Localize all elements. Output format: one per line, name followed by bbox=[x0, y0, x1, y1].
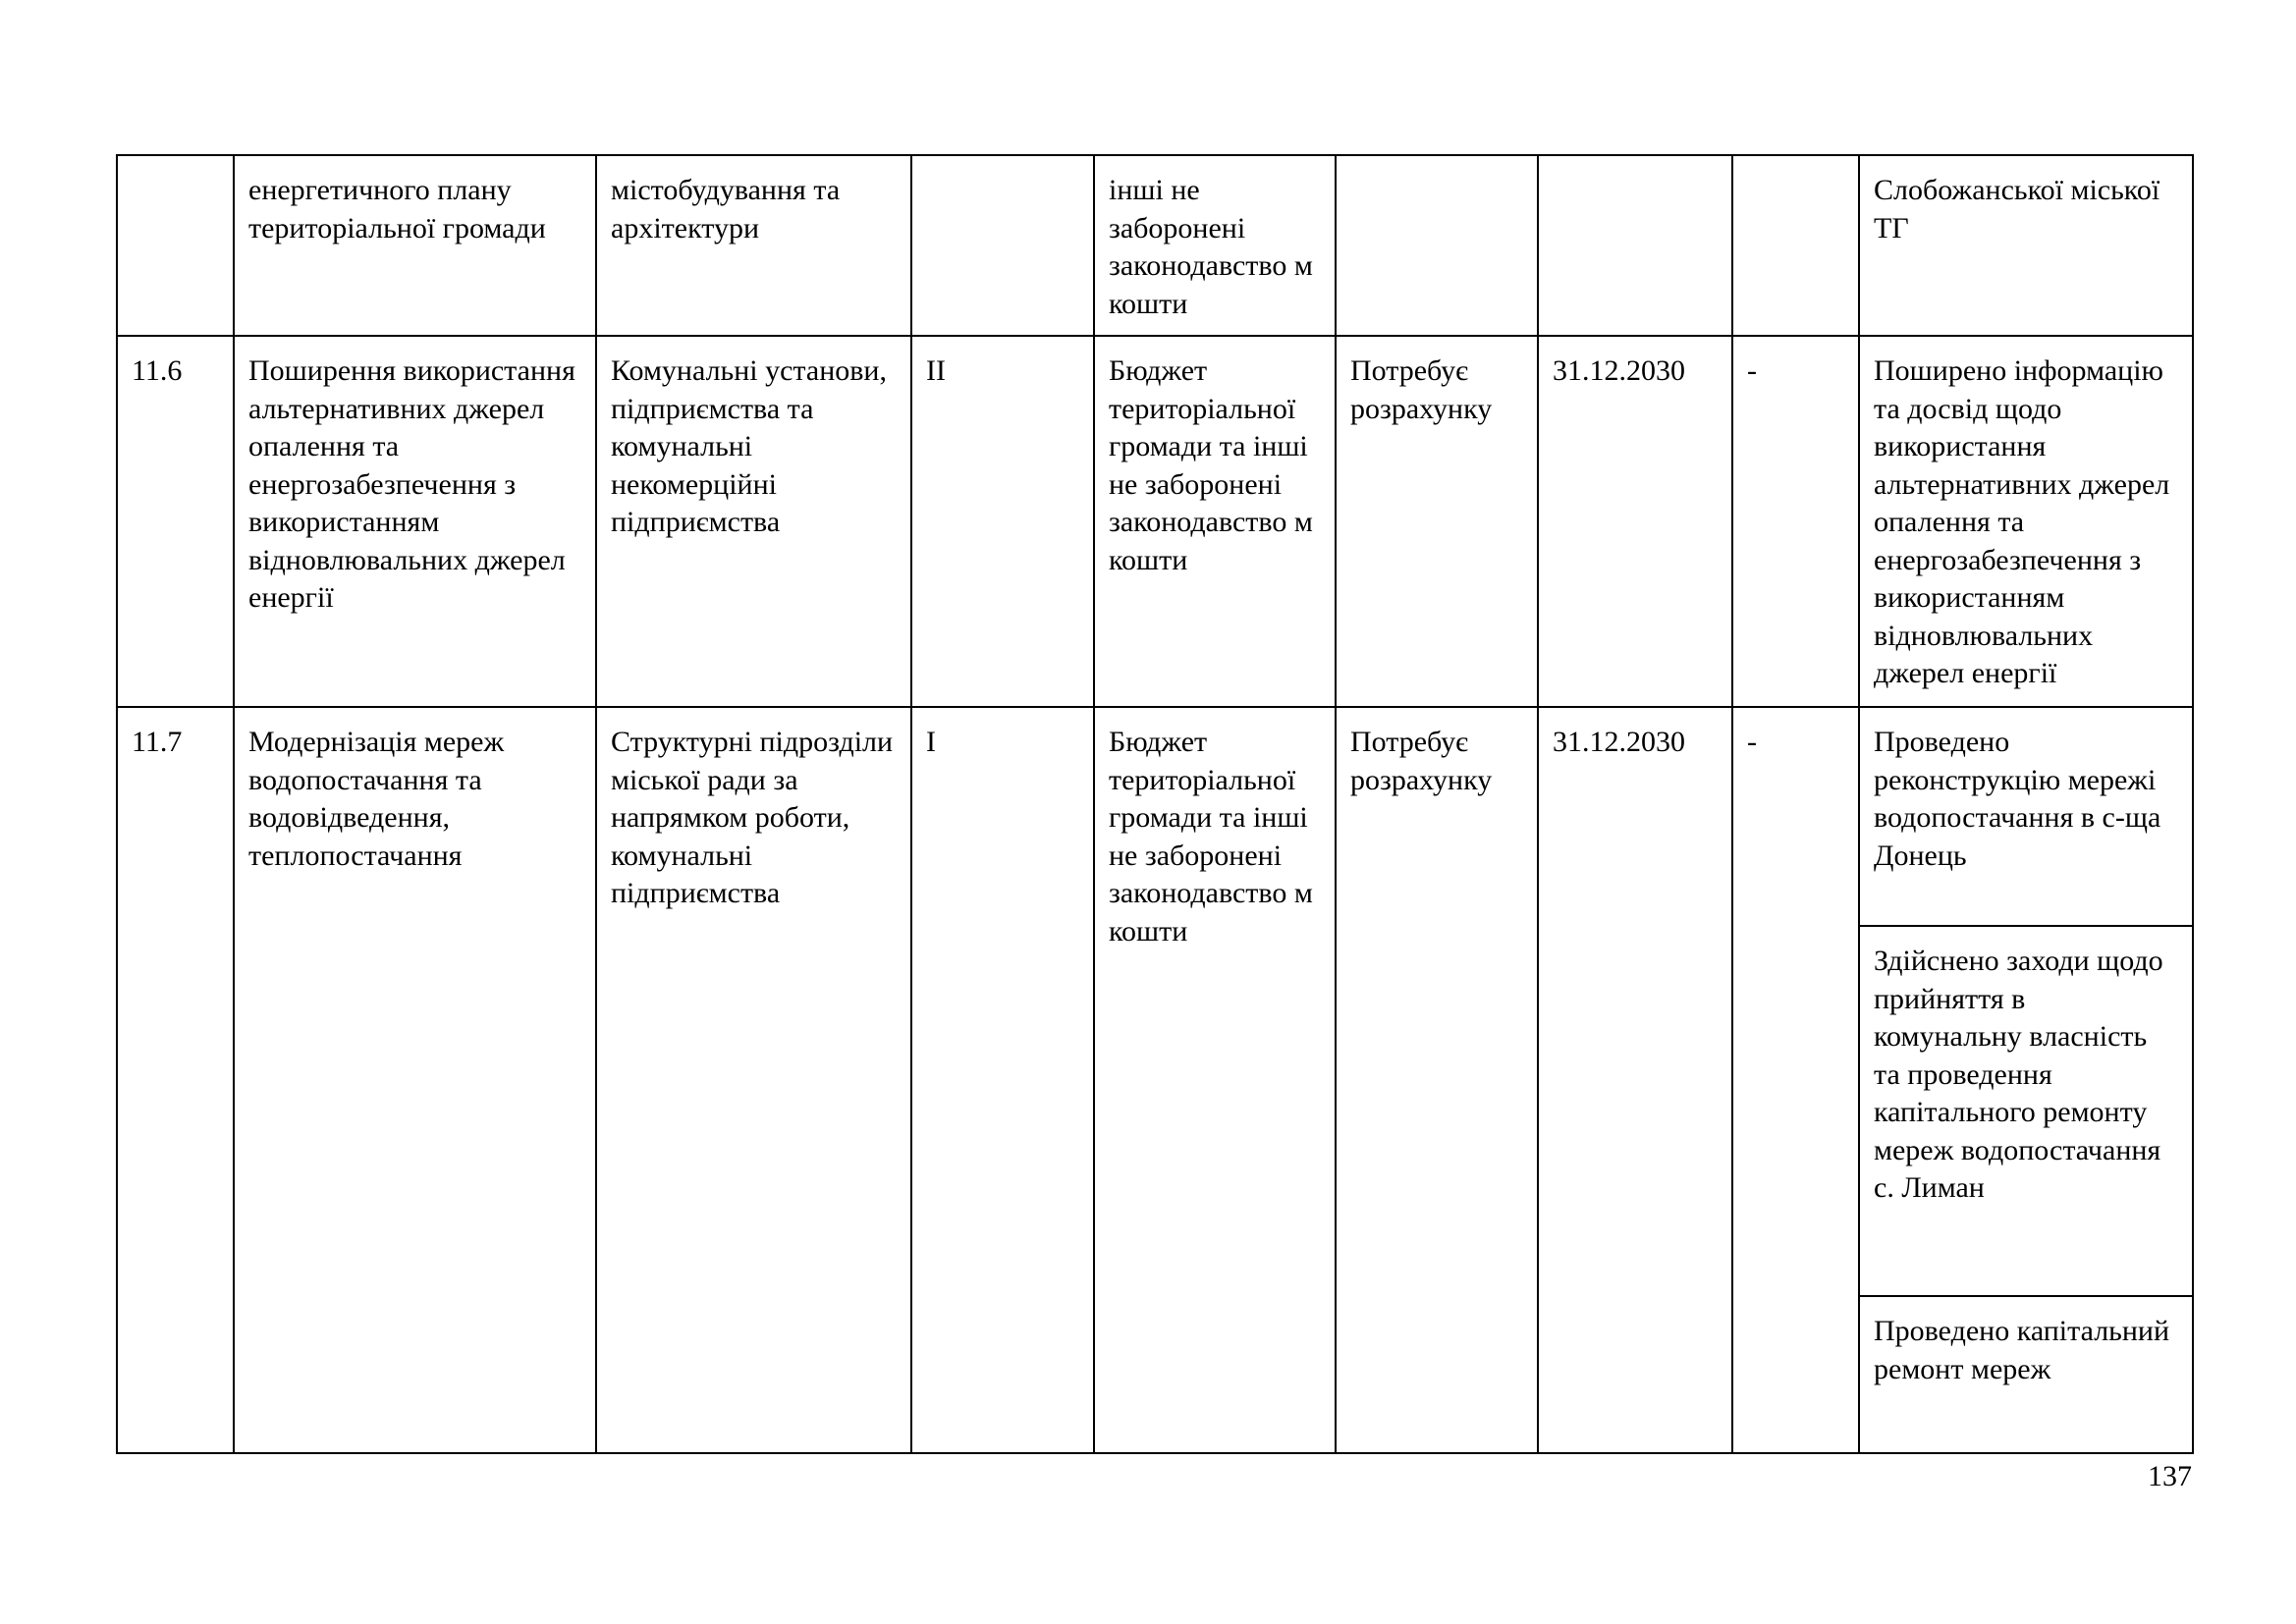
cell-priority: II bbox=[911, 336, 1094, 707]
cell-measure: Поширення використання альтернативних джерел опалення та енергозабезпечення з використанням відновлювальних джерел енергії bbox=[234, 336, 596, 707]
cell-priority bbox=[911, 155, 1094, 336]
cell-deadline: 31.12.2030 bbox=[1538, 336, 1732, 707]
cell-funding: Бюджет територіальної громади та інші не заборонені законодавство м кошти bbox=[1094, 336, 1336, 707]
cell-measure: енергетичного плану територіальної громади bbox=[234, 155, 596, 336]
cell-executor: Структурні підрозділи міської ради за напрямком роботи, комунальні підприємства bbox=[596, 707, 911, 1453]
cell-executor: Комунальні установи, підприємства та комунальні некомерційні підприємства bbox=[596, 336, 911, 707]
cell-cost bbox=[1336, 155, 1538, 336]
cell-executor: містобудування та архітектури bbox=[596, 155, 911, 336]
cell-deadline: 31.12.2030 bbox=[1538, 707, 1732, 1453]
cell-status: - bbox=[1732, 336, 1859, 707]
cell-result: Проведено капітальний ремонт мереж bbox=[1859, 1296, 2193, 1453]
table-row bbox=[117, 707, 2193, 926]
page-number: 137 bbox=[2148, 1460, 2192, 1492]
cell-result: Поширено інформацію та досвід щодо використання альтернативних джерел опалення та енергозабезпечення з використанням відновлювальних джерел енергії bbox=[1859, 336, 2193, 707]
cell-status: - bbox=[1732, 707, 1859, 1453]
cell-cost: Потребує розрахунку bbox=[1336, 336, 1538, 707]
cell-result: Слобожанської міської ТГ bbox=[1859, 155, 2193, 336]
cell-num: 11.7 bbox=[117, 707, 234, 1453]
cell-status bbox=[1732, 155, 1859, 336]
cell-funding: Бюджет територіальної громади та інші не заборонені законодавство м кошти bbox=[1094, 707, 1336, 1453]
cell-measure: Модернізація мереж водопостачання та водовідведення, теплопостачання bbox=[234, 707, 596, 1453]
cell-funding: інші не заборонені законодавство м кошти bbox=[1094, 155, 1336, 336]
table-row bbox=[117, 336, 2193, 707]
cell-num: 11.6 bbox=[117, 336, 234, 707]
cell-deadline bbox=[1538, 155, 1732, 336]
cell-cost: Потребує розрахунку bbox=[1336, 707, 1538, 1453]
measures-table bbox=[116, 154, 2194, 1454]
cell-result: Здійснено заходи щодо прийняття в комунальну власність та проведення капітального ремонту мереж водопостачання с. Лиман bbox=[1859, 926, 2193, 1296]
cell-priority: I bbox=[911, 707, 1094, 1453]
cell-result: Проведено реконструкцію мережі водопостачання в с-ща Донець bbox=[1859, 707, 2193, 926]
table-row bbox=[117, 155, 2193, 336]
cell-num bbox=[117, 155, 234, 336]
